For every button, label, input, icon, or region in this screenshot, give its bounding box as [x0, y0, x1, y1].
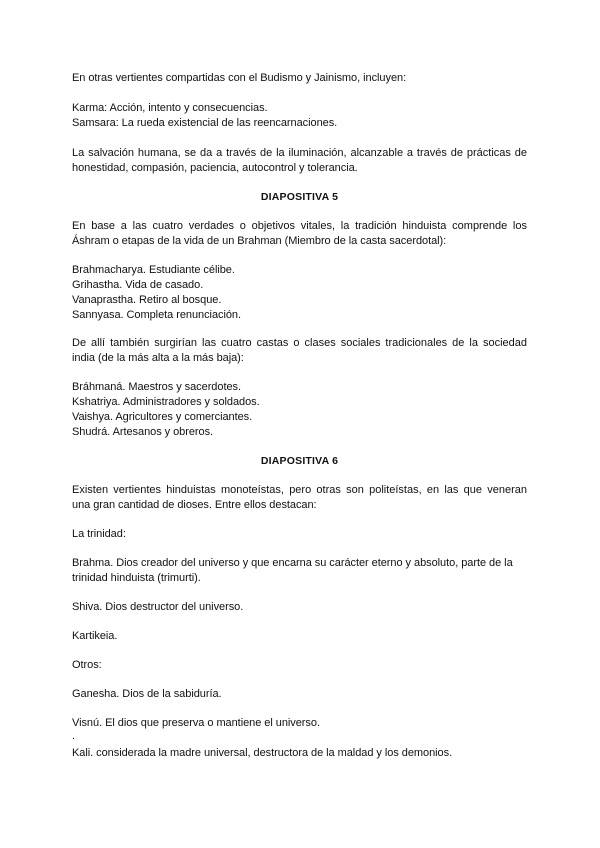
salvacion-line-1: La salvación humana, se da a través de la iluminación, alcanzable a través de prácticas de — [72, 147, 527, 159]
ganesha-line: Ganesha. Dios de la sabiduría. — [72, 688, 222, 700]
casta-item: Vaishya. Agricultores y comerciantes. — [72, 411, 253, 423]
brahma-line-1: Brahma. Dios creador del universo y que encarna su carácter eterno y absoluto, parte de la — [72, 557, 513, 569]
stray-dot: . — [72, 730, 76, 742]
samsara-line: Samsara: La rueda existencial de las reencarnaciones. — [72, 117, 338, 129]
castas-intro-line-2: india (de la más alta a la más baja): — [72, 352, 244, 364]
ashram-item: Vanaprastha. Retiro al bosque. — [72, 294, 222, 306]
visnu-line: Visnú. El dios que preserva o mantiene el universo. — [72, 717, 320, 729]
dioses-intro-line-1: Existen vertientes hinduistas monoteístas, pero otras son politeístas, en las que veneran — [72, 484, 527, 496]
heading-diapositiva-6: DIAPOSITIVA 6 — [260, 455, 339, 467]
ashram-intro-line-2: Áshram o etapas de la vida de un Brahman (Miembro de la casta sacerdotal): — [72, 235, 447, 247]
ashram-item: Brahmacharya. Estudiante célibe. — [72, 264, 235, 276]
ashram-item: Sannyasa. Completa renunciación. — [72, 309, 242, 321]
kartikeia-line: Kartikeia. — [72, 630, 118, 642]
casta-item: Kshatriya. Administradores y soldados. — [72, 396, 260, 408]
dioses-intro-line-2: una gran cantidad de dioses. Entre ellos destacan: — [72, 499, 317, 511]
salvacion-line-2: honestidad, compasión, paciencia, autocontrol y tolerancia. — [72, 162, 358, 174]
casta-item: Shudrá. Artesanos y obreros. — [72, 426, 214, 438]
ashram-intro-line-1: En base a las cuatro verdades o objetivos vitales, la tradición hinduista comprende los — [72, 220, 527, 232]
trinidad-label: La trinidad: — [72, 528, 126, 540]
castas-intro-line-1: De allí también surgirían las cuatro castas o clases sociales tradicionales de la sociedad — [72, 337, 527, 349]
karma-line: Karma: Acción, intento y consecuencias. — [72, 102, 268, 114]
casta-item: Bráhmaná. Maestros y sacerdotes. — [72, 381, 241, 393]
otros-label: Otros: — [72, 659, 102, 671]
brahma-line-2: trinidad hinduista (trimurti). — [72, 572, 201, 584]
paragraph-vertientes: En otras vertientes compartidas con el Budismo y Jainismo, incluyen: — [72, 72, 407, 84]
kali-line: Kali. considerada la madre universal, destructora de la maldad y los demonios. — [72, 747, 453, 759]
shiva-line: Shiva. Dios destructor del universo. — [72, 601, 244, 613]
ashram-item: Grihastha. Vida de casado. — [72, 279, 204, 291]
heading-diapositiva-5: DIAPOSITIVA 5 — [260, 191, 339, 203]
